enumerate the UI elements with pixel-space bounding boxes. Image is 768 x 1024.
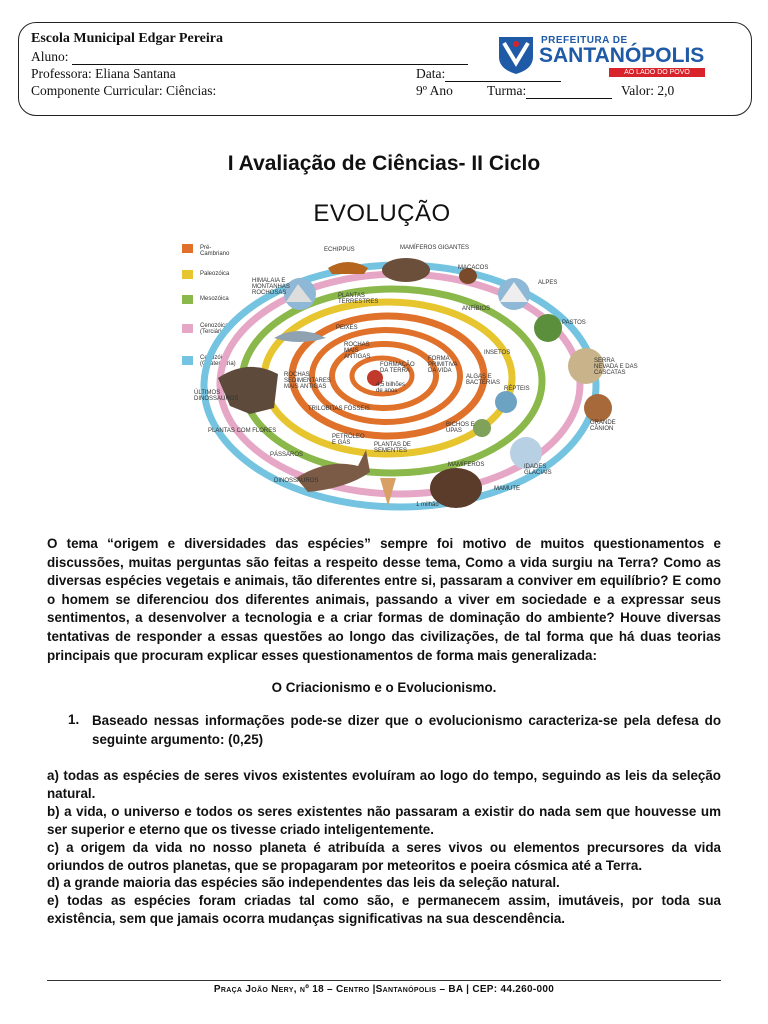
diag-label: PETRÓLEO E GÁS	[332, 434, 365, 446]
class-row	[487, 83, 612, 99]
subtitle-text: EVOLUÇÃO	[313, 200, 451, 227]
diag-label: ALGAS E BACTÉRIAS	[466, 374, 501, 386]
diag-label: FORMAÇÃO DA TERRA	[380, 362, 415, 374]
diag-label: FORMA PRIMITIVA DA VIDA	[428, 356, 458, 374]
diag-label: ROCHAS MAIS ANTIGAS	[344, 342, 371, 360]
logo-strip-text: AO LADO DO POVO	[609, 68, 705, 77]
canyon-scene	[584, 394, 612, 422]
diag-label: PLANTAS COM FLORES	[208, 428, 277, 434]
diag-label: RÉPTEIS	[504, 386, 530, 392]
pasture-scene	[534, 314, 562, 342]
question-text: Baseado nessas informações pode-se dizer que o evolucionismo caracteriza-se pela defesa do seguinte argumento: (0,25)	[92, 713, 721, 747]
diag-label: 4,5 bilhões de anos	[376, 382, 406, 394]
shield-icon	[497, 35, 535, 75]
answer-options	[47, 767, 721, 928]
diag-label: MAMÍFEROS GIGANTES	[400, 245, 470, 251]
diag-label: ROCHAS SEDIMENTARES MAIS ANTIGAS	[284, 372, 331, 390]
diag-label: MAMUTE	[494, 486, 520, 492]
diag-label: GRANDE CÂNION	[590, 420, 616, 432]
legend-label: Cenozóica (Quaternária)	[200, 355, 236, 367]
student-row	[31, 49, 468, 65]
option-c[interactable]: c) a origem da vida no nosso planeta é atribuída a seres vivos ou elementos precursores da vida oriundos de outros planetas, que se propagaram por meteoritos e poeira cósmica até a Terra.	[47, 839, 721, 873]
diag-label: PLANTAS TERRESTRES	[338, 293, 379, 305]
school-name: Escola Municipal Edgar Pereira	[31, 31, 223, 46]
diag-label: ÚLTIMOS DINOSSAUROS	[194, 390, 239, 402]
legend-label: Pré-Cambriano	[200, 245, 230, 257]
page-title: I Avaliação de Ciências- II Ciclo	[227, 152, 541, 175]
value: Valor: 2,0	[621, 83, 675, 98]
subject: Componente Curricular: Ciências:	[31, 83, 217, 98]
page-subtitle	[0, 200, 768, 228]
student-label: Aluno:	[31, 49, 69, 64]
diag-label: MACACOS	[458, 265, 489, 271]
date-label: Data:	[416, 66, 446, 81]
footer-address: Praça João Nery, nº 18 – Centro |Santanópolis – BA | CEP: 44.260-000	[213, 984, 555, 995]
diag-label: ECHIPPUS	[324, 247, 355, 253]
prefeitura-logo	[497, 33, 709, 75]
giant-mammal-shape	[382, 258, 430, 282]
spiral-svg	[178, 238, 638, 523]
legend-label: Cenozóica (Terciária)	[200, 323, 229, 335]
option-b[interactable]: b) a vida, o universo e todos os seres existentes não passaram a existir do nada sem que houvesse um ser superior e eterno que os tivesse criado inteligentemente.	[47, 803, 721, 837]
diag-label: PÁSSAROS	[270, 452, 304, 458]
footer-divider	[47, 980, 721, 981]
diag-label: DINOSSAUROS	[274, 478, 319, 484]
diag-label: BICHOS E UPAS	[446, 422, 475, 434]
diag-label: MAMÍFEROS	[448, 462, 485, 468]
option-d[interactable]: d) a grande maioria das espécies são independentes das leis da seleção natural.	[47, 875, 560, 891]
diag-label: PASTOS	[562, 320, 586, 326]
class-field[interactable]	[526, 85, 612, 99]
legend-label: Paleozóica	[200, 271, 230, 277]
legend-label: Mesozóica	[200, 296, 229, 302]
teacher: Professora: Eliana Santana	[31, 66, 176, 81]
diag-label: FÓSSEIS	[344, 406, 371, 412]
theories-heading: O Criacionismo e o Evolucionismo.	[271, 680, 497, 695]
class-label: Turma:	[487, 83, 527, 98]
option-a[interactable]: a) todas as espécies de seres vivos existentes evoluíram ao logo do tempo, seguindo as leis da seleção natural.	[47, 768, 721, 801]
grade: 9º Ano	[416, 83, 453, 98]
diag-label: 1 milhão	[416, 502, 439, 508]
diag-label: ANFÍBIOS	[462, 306, 491, 312]
diag-label: INSETOS	[484, 350, 511, 356]
logo-top-text: PREFEITURA DE	[541, 35, 628, 46]
evolution-diagram	[178, 238, 638, 523]
diag-label: PLANTAS DE SEMENTES	[374, 442, 411, 454]
logo-main-text: SANTANÓPOLIS	[539, 44, 705, 67]
diag-label: ALPES	[538, 280, 558, 286]
intro-paragraph: O tema “origem e diversidades das espécies” sempre foi motivo de muitos questionamentos e discussões, muitas perguntas são feitas a respeito desse tema, Como a vida surgiu na Terra? Como as diversas espécies vegetais e animais, tão diferentes entre si, passaram a conviver em equilíbrio? E como o homem se diferenciou dos diferentes animais, passando a viver em sociedade e a expressar seus sentimentos, a desenvolver a tecnologia e a criar formas de dominação do ambiente? Houve diversas tentativas de responder a essas questões ao longo das civilizações, de tal forma que há duas teorias principais que procuram explicar esses questionamentos de forma mais generalizada:	[47, 536, 721, 663]
diag-label: IDADES GLACIAIS	[524, 464, 552, 476]
reptile-scene	[495, 391, 517, 413]
diag-label: TRILOBITAS	[308, 406, 343, 412]
header-box	[18, 22, 752, 116]
question-number: 1.	[68, 712, 80, 727]
diag-label: SERRA NEVADA E DAS CASCATAS	[594, 358, 638, 376]
option-e[interactable]: e) todas as espécies foram criadas tal como são, e permanecem assim, imutáveis, por toda sua existência, sem que jamais ocorra mudanças significativas na sua descendência.	[47, 893, 721, 927]
student-name-field[interactable]	[72, 51, 468, 65]
diag-label: HIMALAIA E MONTANHAS ROCHOSAS	[252, 278, 290, 296]
diag-label: PEIXES	[336, 325, 358, 331]
